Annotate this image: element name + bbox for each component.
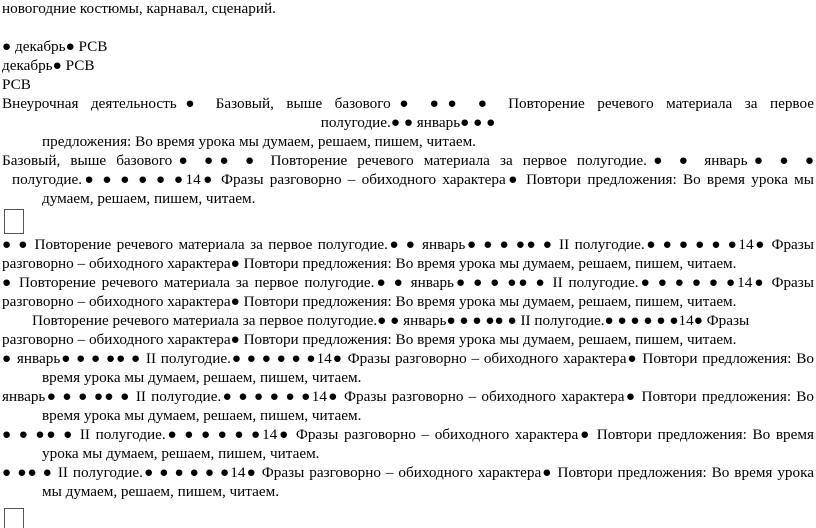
text-line: думаем, решаем, пишем, читаем. [42,190,256,207]
text-line: декабрь● РСВ [2,57,95,74]
text-line: разговорно – обиходного характера● Повтори предложения: Во время урока мы думаем, решаем, пишем, читаем. [2,331,737,348]
empty-text-box [4,508,24,528]
empty-text-box [4,209,24,234]
text-line: время урока мы думаем, решаем, пишем, читаем. [42,407,362,424]
text-line: время урока мы думаем, решаем, пишем, читаем. [42,369,362,386]
text-line: ● январь● ● ● ●● ● II полугодие.● ● ● ● ● ●14● Фразы разговорно – обиходного характера● Повтори предложения: Во [2,350,814,367]
text-line: ● ● ●● ● II полугодие.● ● ● ● ● ●14● Фразы разговорно – обиходного характера● Повтори предложения: Во время [2,426,814,443]
text-line: Внеурочная деятельность● Базовый, выше базового● ●● ● Повторение речевого материала за первое [2,95,814,112]
text-line: Базовый, выше базового● ●● ● Повторение речевого материала за первое полугодие.● ● январь● ● ● [2,152,814,169]
text-line: полугодие.● ● январь● ● ● [320,114,496,131]
text-line: январь● ● ● ●● ● II полугодие.● ● ● ● ● ●14● Фразы разговорно – обиходного характера● Повтори предложения: Во [2,388,814,405]
text-line: РСВ [2,76,31,93]
text-line: ● декабрь● РСВ [2,38,108,55]
text-line: предложения: Во время урока мы думаем, решаем, пишем, читаем. [42,133,476,150]
text-line: разговорно – обиходного характера● Повтори предложения: Во время урока мы думаем, решаем, пишем, читаем. [2,255,737,272]
text-line: мы думаем, решаем, пишем, читаем. [42,483,280,500]
text-line: ● ● Повторение речевого материала за первое полугодие.● ● январь● ● ● ●● ● II полугодие.● ● ● ● ● ●14● Фразы [2,236,814,253]
text-line: ● ●● ● II полугодие.● ● ● ● ● ●14● Фразы разговорно – обиходного характера● Повтори предложения: Во время урока [2,464,814,481]
text-line: разговорно – обиходного характера● Повтори предложения: Во время урока мы думаем, решаем, пишем, читаем. [2,293,737,310]
text-line: Повторение речевого материала за первое полугодие.● ● январь● ● ● ●● ● II полугодие.● ● ● ● ● ●14● Фразы [32,312,750,329]
text-line: урока мы думаем, решаем, пишем, читаем. [42,445,320,462]
text-line: новогодние костюмы, карнавал, сценарий. [2,0,276,17]
text-line: полугодие.● ● ● ● ● ●14● Фразы разговорно – обиходного характера● Повтори предложения: Во время урока мы [12,171,814,188]
text-line: ● Повторение речевого материала за первое полугодие.● ● январь● ● ● ●● ● II полугодие.● ● ● ● ● ●14● Фразы [2,274,814,291]
